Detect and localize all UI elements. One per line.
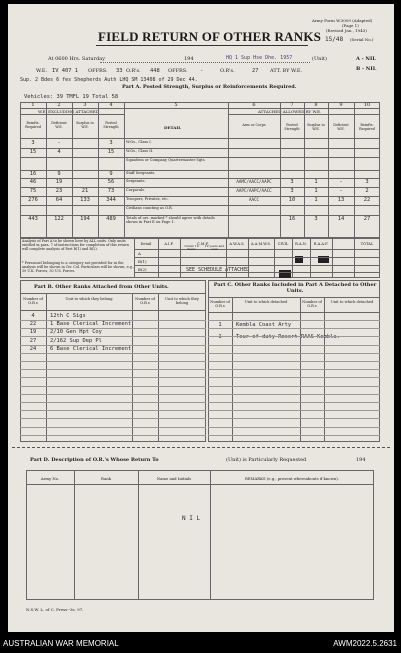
part-b-count: 4: [31, 313, 35, 319]
cell-value: 3: [314, 216, 318, 222]
we-offrs-label: OFFRS.: [88, 68, 108, 74]
cell-value: 16: [29, 171, 37, 177]
column-number: 1: [31, 102, 35, 108]
column-subheader: Reinfts. Required: [359, 123, 375, 131]
we-offrs2-label: OFFRS.: [168, 68, 188, 74]
part-c-rule: [208, 386, 380, 387]
cell-value: AACC: [248, 197, 260, 202]
analysis-row-label: A: [138, 251, 141, 256]
analysis-note-2: * Personnel belonging to a category not provided for in the analysis will be shown in Civ. Col. Particulars will be shown, e.g., 30 U.K. Forces, 30 U.S. Forces.: [22, 261, 135, 273]
cell-value: 3: [31, 140, 35, 146]
we-ors-label: O.R's.: [126, 68, 141, 74]
column-number: 10: [363, 102, 371, 108]
cell-value: 3: [365, 179, 369, 185]
column-number: 3: [83, 102, 87, 108]
cell-value: 276: [28, 197, 38, 203]
form-title: FIELD RETURN OF OTHER RANKS: [98, 29, 322, 44]
cell-value: 1: [314, 179, 318, 185]
part-b-unit: 2/10 Gen Hpt Coy: [50, 329, 102, 336]
archive-footer: [0, 634, 401, 653]
cell-value: -: [339, 179, 343, 185]
analysis-header: TOTAL: [360, 242, 374, 246]
att-by-we-label: ATT. BY W.E.: [270, 68, 303, 74]
we-excluding-header: W.E. EXCLUDING ATTACHED: [38, 109, 99, 114]
cell-value: 443: [28, 216, 38, 222]
part-c-count: 1: [218, 334, 222, 340]
column-number: 9: [339, 102, 343, 108]
cell-value: 10: [288, 197, 296, 203]
part-c-header: Number of O.R.s: [210, 300, 230, 309]
detail-row-label: Civilians counting as O.R.: [126, 206, 173, 210]
year-prefix: 194: [184, 56, 194, 62]
cell-value: 9: [57, 171, 61, 177]
part-b-header: Unit to which they belong: [65, 297, 113, 301]
analysis-header: A.W.A.S.: [229, 242, 245, 246]
cell-value: 64: [55, 197, 63, 203]
analysis-header: A.A.M.W.S.: [251, 242, 271, 246]
part-c-rule: [208, 353, 380, 354]
analysis-header: CIVIL: [277, 242, 289, 246]
detail-header: DETAIL: [164, 125, 182, 130]
part-d-colline: [138, 470, 139, 600]
cell-value: AAMC/AACC/AAPC: [236, 179, 272, 184]
unit-stamp: HQ 1 Sup Hse Dhe. 1957: [226, 55, 293, 61]
analysis-header: A.I.F.: [164, 242, 174, 246]
detail-row-label: W.Os., Class I.: [126, 140, 152, 144]
analysis-rowline: [134, 265, 380, 266]
a-nil: A - NIL: [356, 56, 376, 62]
detail-row-label: Totals of ors. marked * should agree with details shown in Part E on Page 1.: [126, 216, 215, 225]
part-d-header: Name and Initials: [156, 476, 192, 481]
cell-value: 1: [314, 188, 318, 194]
part-c-count: 1: [218, 322, 222, 328]
analysis-row-label: B(1): [138, 259, 147, 264]
part-d-year: 194: [356, 457, 366, 463]
part-d-colline: [74, 470, 75, 600]
detail-row-label: W.Os., Class II.: [126, 149, 154, 153]
part-c-rule: [208, 336, 380, 337]
part-c-rule: [208, 377, 380, 378]
cell-value: 3: [290, 179, 294, 185]
cell-value: 344: [106, 197, 116, 203]
part-b-rule: [20, 394, 206, 395]
part-c-rule: [208, 361, 380, 362]
schedule-stamp: SEE SCHEDULE ATTACHED: [186, 267, 250, 273]
column-subheader: Posted Strength: [103, 121, 119, 129]
part-c-rule: [208, 410, 380, 411]
part-d-nil: N I L: [182, 515, 201, 522]
date-filled: 15/48: [325, 36, 344, 43]
part-b-colline: [158, 293, 159, 442]
column-number: 6: [252, 102, 256, 108]
unit-label: (Unit): [312, 56, 327, 62]
archive-id: AWM2022.5.2631: [333, 639, 397, 648]
part-d-title: Part D. Description of O.R.'s Whose Return To: [30, 457, 159, 463]
part-c-rule: [208, 328, 380, 329]
cell-value: 3: [290, 188, 294, 194]
authority-line: Sup. 2 Bdes 6 fes Shepherds Auth LHQ SM 13408 of 29 Dec 44.: [20, 77, 198, 83]
detail-row-label: Squadron or Company Quartermaster Sgts.: [126, 158, 206, 162]
cell-value: 27: [363, 216, 371, 222]
cell-value: 22: [363, 197, 371, 203]
part-b-header: Number of O.R.s: [23, 297, 43, 306]
we-label: W.E.: [36, 68, 48, 74]
column-subheader: Arm or Corps: [242, 123, 266, 127]
cell-value: 73: [107, 188, 115, 194]
part-c-header: Unit to which detached: [244, 300, 288, 304]
cell-value: 194: [80, 216, 90, 222]
analysis-header: R.A.N.: [295, 242, 307, 246]
part-b-unit: 2/162 Sup Dep Pl: [50, 337, 102, 344]
part-d-header: REMARKS (e.g., present whereabouts if known).: [245, 476, 339, 481]
part-c-rule: [208, 402, 380, 403]
part-b-rule: [20, 377, 206, 378]
analysis-row-label: B(2): [138, 267, 147, 272]
cell-value: 133: [80, 197, 90, 203]
analysis-header: C.M.F.: [197, 242, 209, 246]
we-ors2-label: O.R's.: [220, 68, 235, 74]
column-number: 8: [314, 102, 318, 108]
part-b-rule: [20, 369, 206, 370]
detail-row-label: Sergeants.: [126, 179, 146, 183]
detail-row-label: Troopers, Privates, etc.: [126, 197, 169, 201]
cell-value: 56: [107, 179, 115, 185]
cell-value: 14: [337, 216, 345, 222]
detail-row-label: Staff Sergeants.: [126, 171, 156, 175]
column-subheader: Surplus to W.E.: [76, 121, 94, 129]
form-page: Army Form W.3009 (Adapted) (Page 1) (Revised Jan., 1943) FIELD RETURN OF OTHER RANKS 15/48 (Serial No.) At 0600 Hrs. Saturday 194 HQ 1 Sup Hse Dhe. 1957 (Unit) A - NIL W.E. IV 407 1 OFFRS. 33 O.R's. 448 OFFRS. - O.R's. 27 ATT. BY W.E. B - NIL Sup. 2 Bdes 6 fes Shepherds Auth LHQ SM 13408 of 29 Dec 44. Part A. Posted Strength, Surplus or Reinforcements Required. Vehicles: 39 TMFL 19 Total 58 W.E. EXCLUDING ATTACHED ATTACHED ALLOWED BY W.E. DETAIL Analysis of Part A to be shown here by ALL units. Only units entitled in para. 7 of instructions for completion of this return will complete analysis of Part B(1) and B(2). * Personnel belonging to a category not provided for in the analysis will be shown in Civ. Col. Particulars will be shown, e.g., 30 U.K. Forces, 30 U.S. Forces. SEE SCHEDULE ATTACHED Part B. Other Ranks Attached from Other Units. Part C. Other Ranks Included in Part A Detached to Other Units. Part D. Description of O.R.'s Whose Return To (Unit) is Particularly Requested 194 N I L N.S.W. L. of C. Press--3s. 97. 1 2 3 4 5 6 7 8 9 10 Reinfts. Required Deficient W.E. Surplus to W.E. Posted Strength Arm or Corps Posted Strength Surplus to W.E. Deficient W.E. Reinfts. Required W.Os., Class I. 3 - 3 W.Os., Class II. 15 4 15 Squadron or Company Quartermaster Sgts. Staff Sergeants. 16 9 9 Sergeants. 46 19 56 AAMC/AACC/AAPC 3 1 - 3 Corporals. 75 23 21 73 AAPC/AAPC/AACC 3 1 - 2 Troopers, Privates, etc. 276 64 133 344 AACC 10 1 13 22 Civilians counting as O.R. Totals of ors. marked * should agree with details shown in Part E on Page 1. 443 122 194 489 16 3 14 27 Detail A.I.F. C.M.F. A.W.A.S. A.A.M.W.S. CIVIL R.A.N. R.A.A.F. TOTAL Under 19 Years 19 years and over A B(1) B(2) Number of O.R.s Unit to which they belong Number of O.R.s Unit to which they belong 4 12th C Sigs 22 1 Base Clerical Increment 19 2/10 Gen Hpt Coy 27 2/162 Sup Dep Pl 24 6 Base Clerical Increment Number of O.R.s Unit to which detached Number of O.R.s Unit to which detached 1 Kembla Coast Arty 1 Tour of duty Resort RAAS Kembla. Army No. Rank Name and Initials REMARKS (e.g., present whereabouts if known).: [8, 4, 394, 632]
cell-value: 16: [288, 216, 296, 222]
cell-value: -: [339, 188, 343, 194]
part-c-header: Number of O.R.s: [302, 300, 322, 309]
b-nil: B - NIL: [356, 66, 377, 72]
part-b-colline: [132, 293, 133, 442]
column-number: 5: [174, 102, 178, 108]
part-b-header: Unit to which they belong: [165, 297, 199, 306]
part-c-unit: Kembla Coast Arty: [236, 322, 292, 328]
cell-value: 75: [29, 188, 37, 194]
printer-line: N.S.W. L. of C. Press--3s. 97.: [26, 607, 84, 612]
part-b-rule: [20, 328, 206, 329]
part-b-unit: 12th C Sigs: [50, 313, 86, 319]
part-b-rule: [20, 418, 206, 419]
cmf-under-19: Under 19 Years: [184, 244, 199, 252]
cell-value: 23: [55, 188, 63, 194]
cell-value: 15: [107, 149, 115, 155]
attached-allowed-header: ATTACHED ALLOWED BY W.E.: [258, 109, 322, 114]
form-id: Army Form W.3009 (Adapted): [312, 18, 373, 23]
form-page-number: (Page 1): [342, 23, 359, 28]
column-subheader: Surplus to W.E.: [307, 123, 325, 131]
analysis-rowline: [134, 249, 380, 250]
part-c-rule: [208, 394, 380, 395]
vehicles-line: Vehicles: 39 TMFL 19 Total 58: [24, 94, 119, 100]
cell-value: 13: [337, 197, 345, 203]
part-d-colline: [210, 470, 211, 600]
column-subheader: Deficient W.E.: [333, 123, 349, 131]
archive-name: AUSTRALIAN WAR MEMORIAL: [3, 639, 119, 648]
part-b-header: Number of O.R.s: [135, 297, 155, 306]
part-b-count: 22: [29, 321, 37, 328]
column-subheader: Deficient W.E.: [51, 121, 67, 129]
analysis-note: Analysis of Part A to be shown here by ALL units. Only units entitled in para. 7 of instructions for completion of this return will complete analysis of Part B(1) and B(2).: [22, 239, 129, 251]
cmf-19-over: 19 years and over: [204, 244, 225, 252]
part-b-rule: [20, 386, 206, 387]
part-b-rule: [20, 402, 206, 403]
part-a-title: Part A. Posted Strength, Surplus or Reinforcements Required.: [122, 84, 297, 90]
part-c-rule: [208, 418, 380, 419]
part-b-rule: [20, 345, 206, 346]
part-c-rule: [208, 435, 380, 436]
column-subheader: Posted Strength: [284, 123, 300, 131]
cell-value: 4: [57, 149, 61, 155]
part-b-rule: [20, 361, 206, 362]
analysis-rowline: [134, 272, 380, 273]
at-hours-line: At 0600 Hrs. Saturday: [48, 56, 105, 62]
part-b-rule: [20, 410, 206, 411]
column-subheader: Reinfts. Required: [25, 121, 41, 129]
cell-value: 46: [29, 179, 37, 185]
cell-value: 2: [365, 188, 369, 194]
column-number: 4: [109, 102, 113, 108]
part-b-rule: [20, 353, 206, 354]
cell-value: 122: [54, 216, 64, 222]
cell-value: 1: [314, 197, 318, 203]
cell-value: 9: [109, 171, 113, 177]
part-c-rule: [208, 320, 380, 321]
serial-no-label: (Serial No.): [350, 37, 374, 42]
part-b-unit: 1 Base Clerical Increment: [50, 321, 132, 328]
analysis-rowline: [134, 257, 380, 258]
cell-value: 15: [29, 149, 37, 155]
cell-value: 3: [109, 140, 113, 146]
part-b-count: 27: [29, 337, 37, 344]
part-c-rule: [208, 369, 380, 370]
part-b-rule: [20, 336, 206, 337]
cell-value: 19: [55, 179, 63, 185]
part-c-title: Part C. Other Ranks Included in Part A Detached to Other Units.: [213, 282, 377, 294]
column-number: 7: [290, 102, 294, 108]
part-b-rule: [20, 427, 206, 428]
part-c-unit: Tour of duty Resort RAAS Kembla.: [236, 334, 340, 340]
analysis-header: Detail: [140, 242, 152, 246]
part-b-count: 19: [29, 329, 37, 336]
part-b-unit: 6 Base Clerical Increment: [50, 345, 132, 352]
part-b-colline: [46, 293, 47, 442]
part-b-rule: [20, 320, 206, 321]
form-revised: (Revised Jan., 1943): [326, 28, 367, 33]
part-d-header: Rank: [101, 476, 111, 481]
part-d-header: Army No.: [40, 476, 60, 481]
part-c-header: Unit to which detached: [330, 300, 374, 304]
part-c-rule: [208, 345, 380, 346]
column-number: 2: [57, 102, 61, 108]
part-d-table: [26, 470, 374, 600]
part-c-rule: [208, 427, 380, 428]
detail-row-label: Corporals.: [126, 188, 146, 192]
cell-value: 21: [81, 188, 89, 194]
part-b-rule: [20, 435, 206, 436]
part-b-count: 24: [29, 345, 37, 352]
cell-value: 489: [106, 216, 116, 222]
table-a-rowline: [20, 238, 380, 239]
cell-value: -: [57, 140, 61, 146]
part-b-title: Part B. Other Ranks Attached from Other Units.: [34, 284, 169, 290]
cell-value: AAPC/AAPC/AACC: [236, 188, 272, 193]
analysis-header: R.A.A.F.: [313, 242, 329, 246]
part-d-title-tail: (Unit) is Particularly Requested: [226, 457, 307, 463]
